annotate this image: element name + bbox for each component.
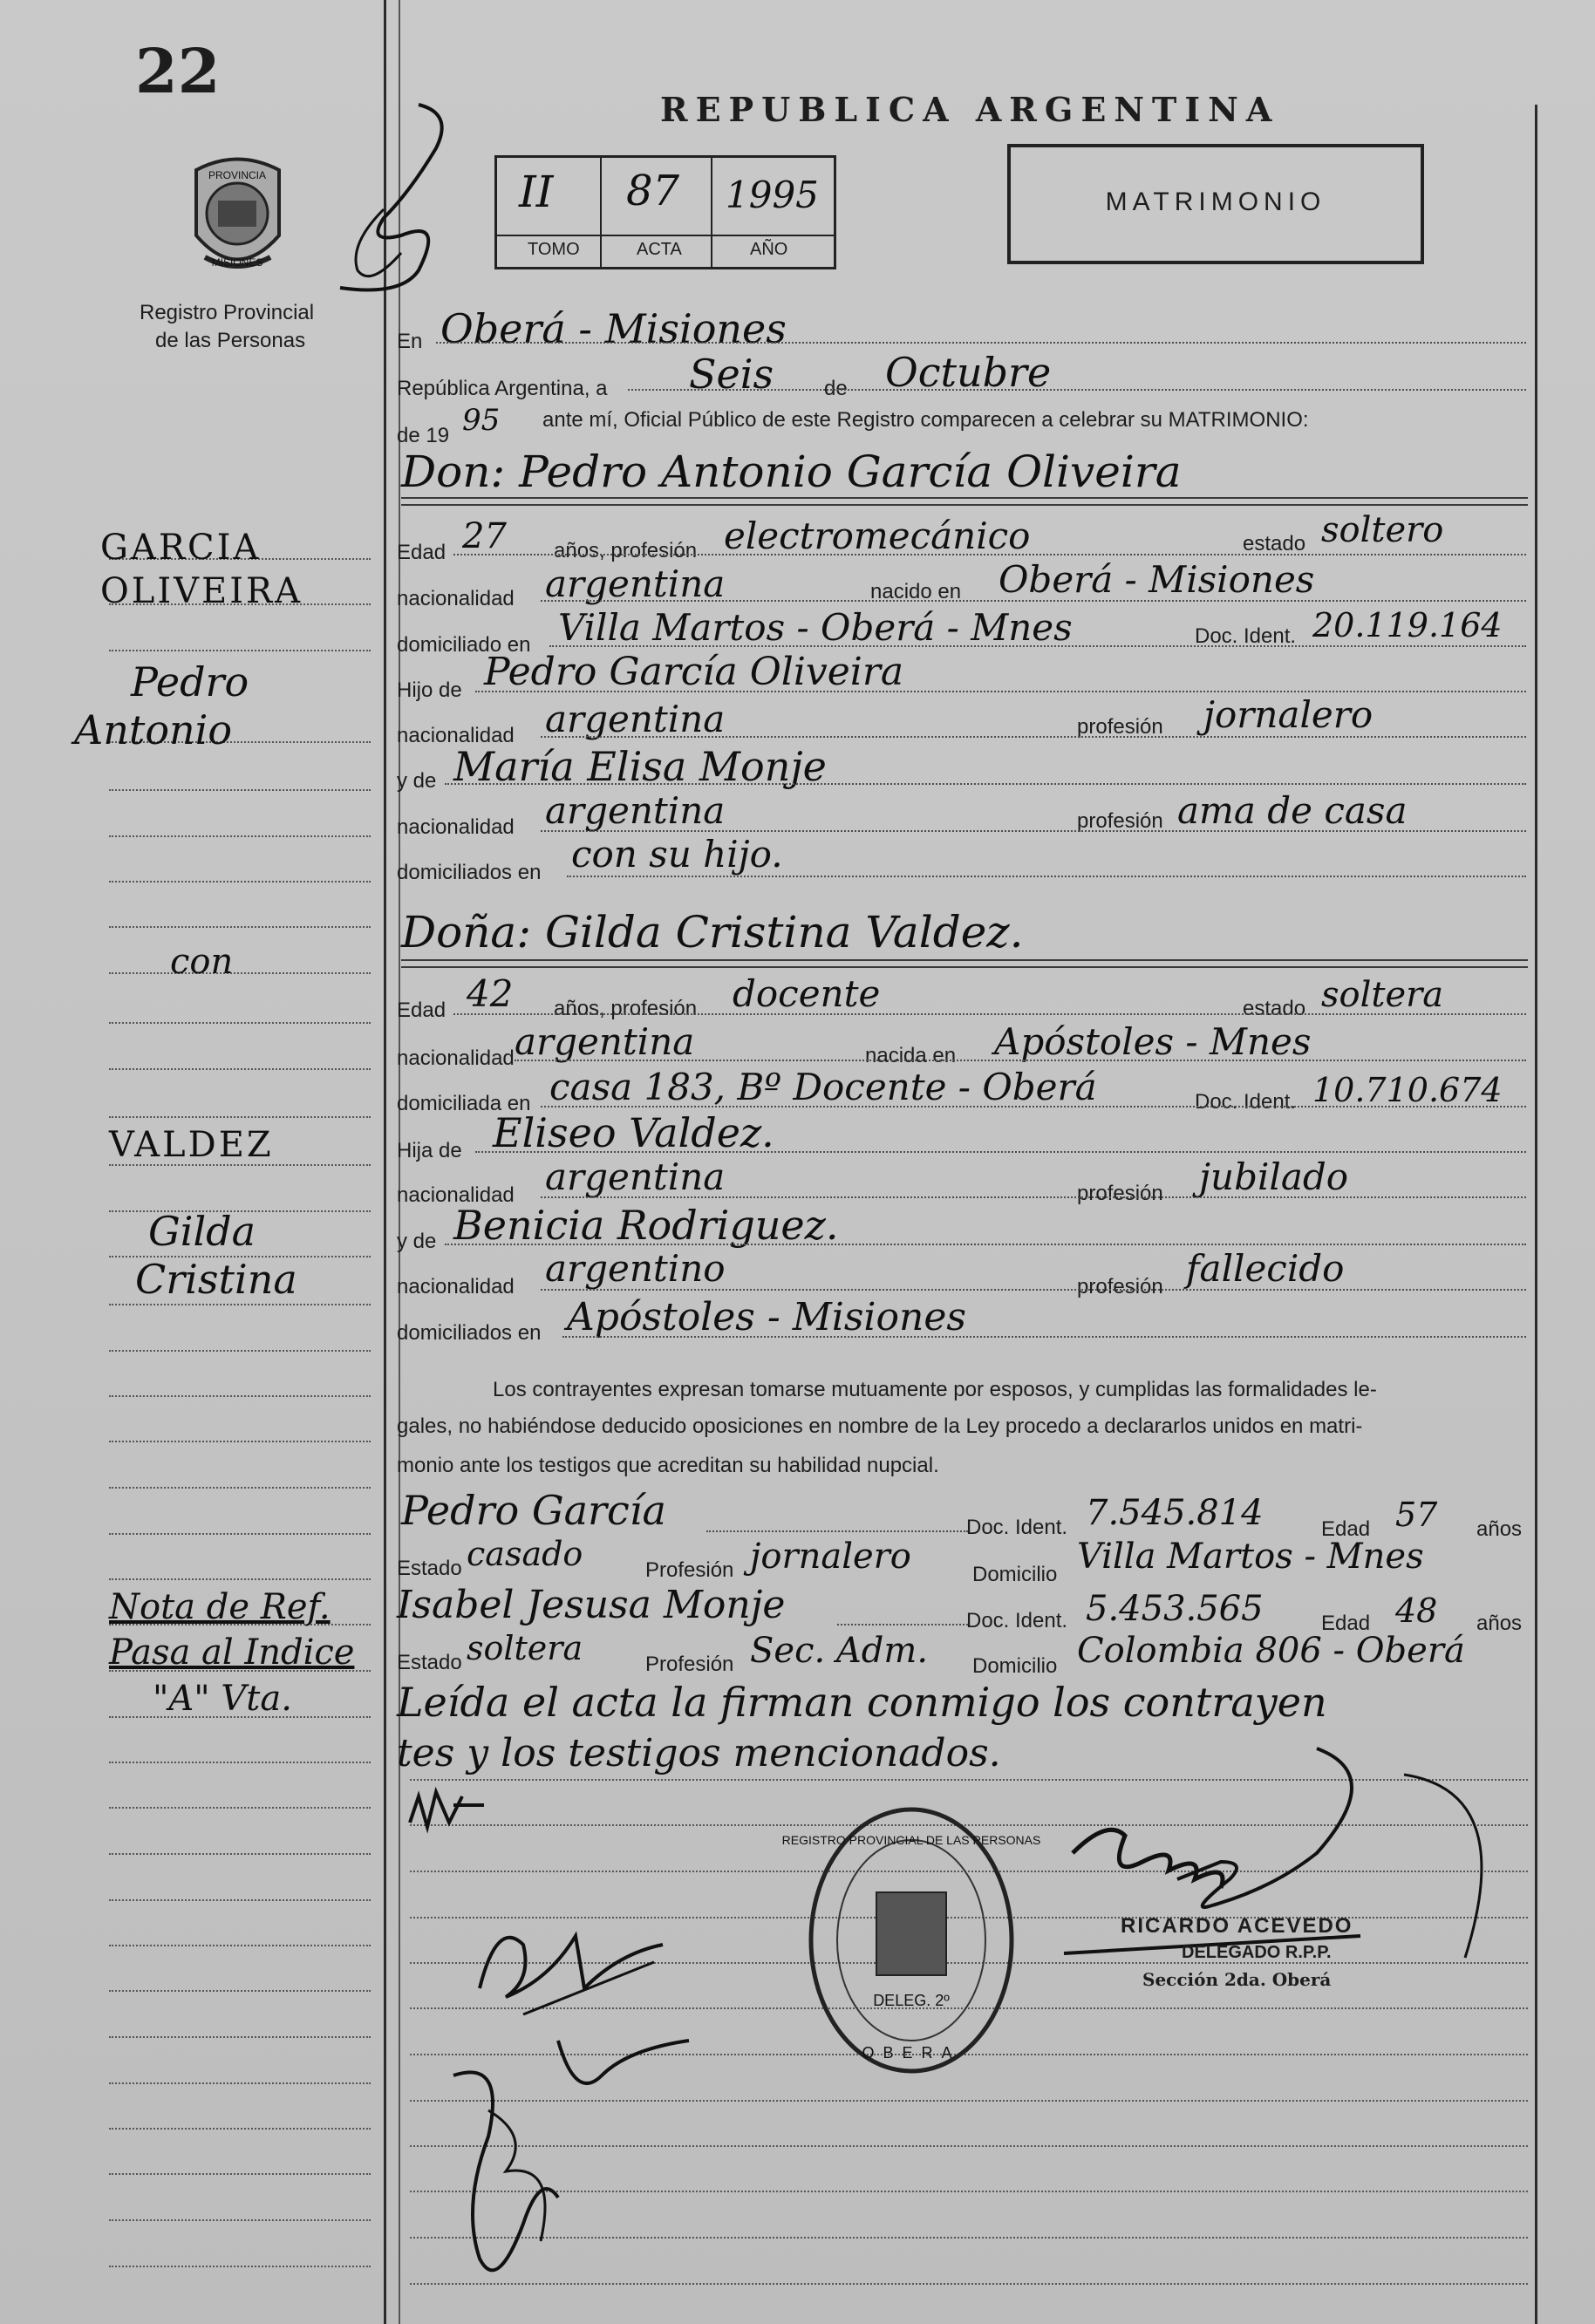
margin-groom-surname-2: OLIVEIRA <box>100 571 303 611</box>
witness2-doc: 5.453.565 <box>1086 1589 1264 1629</box>
groom-full-name: Don: Pedro Antonio García Oliveira <box>401 446 1182 497</box>
intro-text: ante mí, Oficial Público de este Registro comparecen a celebrar su MATRIMONIO: <box>542 408 1309 432</box>
provincial-seal-icon <box>179 153 297 283</box>
bride-mother-profession: fallecido <box>1186 1247 1345 1290</box>
tomo-label: TOMO <box>528 240 580 259</box>
groom-mother-nationality: argentina <box>545 789 726 832</box>
bride-mother-name: Benicia Rodriguez. <box>453 1202 839 1249</box>
label-de: de <box>824 377 848 400</box>
label-groom-father-prof: profesión <box>1077 715 1163 739</box>
place-month: Octubre <box>885 349 1052 396</box>
bride-father-name: Eliseo Valdez. <box>493 1109 774 1156</box>
witness1-doc: 7.545.814 <box>1086 1493 1264 1533</box>
label-bride-profesion: años, profesión <box>554 997 698 1020</box>
ano-label: AÑO <box>750 240 788 259</box>
registry-name-line2: de las Personas <box>155 329 306 352</box>
place-city: Oberá - Misiones <box>440 305 787 352</box>
stamp-ring-text: REGISTRO PROVINCIAL DE LAS PERSONAS <box>781 1833 1041 1847</box>
label-groom-doc: Doc. Ident. <box>1195 624 1297 648</box>
margin-bride-given-2: Cristina <box>135 1256 297 1303</box>
witness2-age: 48 <box>1395 1591 1438 1630</box>
label-bride-mother-nac: nacionalidad <box>397 1275 515 1298</box>
label-en: En <box>397 330 423 353</box>
label-groom-mother-prof: profesión <box>1077 809 1163 833</box>
groom-parents-address: con su hijo. <box>571 833 783 876</box>
label-groom-profesion: años, profesión <box>554 539 698 562</box>
witness1-name: Pedro García <box>401 1487 666 1534</box>
place-day: Seis <box>689 351 774 398</box>
label-bride-doc: Doc. Ident. <box>1195 1090 1297 1114</box>
seal-bottom-text: MISIONES <box>211 256 263 269</box>
label-bride-mother-prof: profesión <box>1077 1275 1163 1298</box>
label-groom-y-de: y de <box>397 769 437 793</box>
official-name: RICARDO ACEVEDO <box>1121 1914 1353 1938</box>
label-groom-nacionalidad: nacionalidad <box>397 587 515 610</box>
official-title: DELEGADO R.P.P. <box>1182 1943 1332 1962</box>
witness1-doc-label: Doc. Ident. <box>966 1516 1068 1539</box>
seal-top-text: PROVINCIA <box>208 169 267 181</box>
witness2-anos-label: años <box>1476 1612 1523 1635</box>
groom-doc-number: 20.119.164 <box>1312 606 1503 644</box>
registry-round-stamp <box>781 1805 1041 2075</box>
bride-age: 42 <box>467 972 514 1015</box>
groom-mother-name: María Elisa Monje <box>453 743 827 790</box>
bride-father-profession: jubilado <box>1199 1155 1349 1198</box>
margin-note-2: Pasa al Indice <box>109 1632 355 1673</box>
place-year: 95 <box>462 403 501 438</box>
document-type-box <box>1007 144 1424 264</box>
closing-line2: tes y los testigos mencionados. <box>397 1731 1001 1775</box>
acta-value: 87 <box>626 167 680 215</box>
bride-marital-status: soltera <box>1321 975 1444 1015</box>
label-bride-father-nac: nacionalidad <box>397 1183 515 1207</box>
label-groom-estado: estado <box>1243 532 1306 555</box>
margin-note-3: "A" Vta. <box>153 1679 292 1719</box>
stamp-bottom-text: OBERA <box>862 2044 961 2062</box>
witness1-marital-status: casado <box>467 1535 583 1573</box>
groom-father-name: Pedro García Oliveira <box>484 650 904 694</box>
groom-profession: electromecánico <box>724 515 1031 557</box>
witness2-edad-label: Edad <box>1321 1612 1371 1635</box>
witness1-estado-label: Estado <box>397 1557 462 1580</box>
groom-age: 27 <box>462 516 507 556</box>
bride-father-nationality: argentina <box>545 1155 726 1198</box>
witness2-name: Isabel Jesusa Monje <box>397 1583 786 1627</box>
witness1-age: 57 <box>1395 1496 1438 1534</box>
label-year-prefix: de 19 <box>397 424 450 447</box>
acta-label: ACTA <box>637 240 682 259</box>
page-number: 22 <box>135 35 221 107</box>
groom-mother-profession: ama de casa <box>1177 789 1408 832</box>
label-bride-domiciliados: domiciliados en <box>397 1321 542 1345</box>
bride-full-name: Doña: Gilda Cristina Valdez. <box>401 907 1024 958</box>
document-type: MATRIMONIO <box>1105 187 1326 216</box>
witness2-domicilio-label: Domicilio <box>972 1654 1058 1678</box>
witness2-estado-label: Estado <box>397 1651 462 1674</box>
label-groom-hijo: Hijo de <box>397 678 462 702</box>
label-groom-nacido: nacido en <box>870 580 962 603</box>
declaration-line2: gales, no habiéndose deducido oposiciones en nombre de la Ley procedo a declararlos unidos en matri- <box>397 1414 1363 1438</box>
bride-nationality: argentina <box>515 1020 695 1063</box>
label-groom-edad: Edad <box>397 541 446 564</box>
margin-groom-surname-1: GARCIA <box>100 528 262 568</box>
label-bride-father-prof: profesión <box>1077 1182 1163 1205</box>
label-groom-father-nac: nacionalidad <box>397 724 515 747</box>
official-section: Sección 2da. Oberá <box>1142 1969 1332 1990</box>
groom-nationality: argentina <box>545 562 726 605</box>
label-bride-domiciliada: domiciliada en <box>397 1092 531 1115</box>
label-republica: República Argentina, a <box>397 377 608 400</box>
groom-marital-status: soltero <box>1321 510 1444 550</box>
header-signature <box>331 96 488 305</box>
contrayentes-signatures <box>401 1788 733 2311</box>
label-bride-estado: estado <box>1243 997 1306 1020</box>
margin-groom-given-1: Pedro <box>131 658 249 705</box>
groom-birthplace: Oberá - Misiones <box>999 558 1315 601</box>
margin-bride-given-1: Gilda <box>148 1208 256 1255</box>
label-groom-mother-nac: nacionalidad <box>397 815 515 839</box>
margin-bride-surname: VALDEZ <box>109 1125 274 1165</box>
registry-name-line1: Registro Provincial <box>140 301 315 324</box>
label-bride-nacida: nacida en <box>865 1044 957 1067</box>
label-groom-domiciliados: domiciliados en <box>397 861 542 884</box>
witness2-profesion-label: Profesión <box>645 1653 734 1676</box>
label-bride-y-de: y de <box>397 1230 437 1253</box>
groom-father-profession: jornalero <box>1203 693 1373 736</box>
witness1-edad-label: Edad <box>1321 1517 1371 1541</box>
witness2-address: Colombia 806 - Oberá <box>1077 1631 1465 1671</box>
margin-connector: con <box>170 942 234 982</box>
label-bride-hija: Hija de <box>397 1139 462 1162</box>
witness1-anos-label: años <box>1476 1517 1523 1541</box>
declaration-line1: Los contrayentes expresan tomarse mutuamente por esposos, y cumplidas las formalidades le- <box>493 1378 1377 1401</box>
tomo-acta-ano-box <box>494 155 836 269</box>
witness2-profession: Sec. Adm. <box>750 1631 929 1671</box>
witness1-domicilio-label: Domicilio <box>972 1563 1058 1586</box>
country-title: REPUBLICA ARGENTINA <box>660 90 1280 129</box>
label-bride-edad: Edad <box>397 998 446 1022</box>
witness2-doc-label: Doc. Ident. <box>966 1609 1068 1632</box>
closing-line1: Leída el acta la firman conmigo los contrayen <box>397 1679 1327 1726</box>
bride-address: casa 183, Bº Docente - Oberá <box>549 1066 1097 1108</box>
ano-value: 1995 <box>726 174 819 216</box>
margin-divider <box>384 0 386 2324</box>
bride-profession: docente <box>733 972 881 1015</box>
declaration-line3: monio ante los testigos que acreditan su habilidad nupcial. <box>397 1454 939 1477</box>
label-bride-nacionalidad: nacionalidad <box>397 1046 515 1070</box>
groom-address: Villa Martos - Oberá - Mnes <box>558 606 1073 649</box>
stamp-inner-text: DELEG. 2º <box>873 1992 950 2009</box>
bride-doc-number: 10.710.674 <box>1312 1071 1503 1109</box>
margin-note-1: Nota de Ref. <box>109 1587 331 1627</box>
groom-father-nationality: argentina <box>545 698 726 740</box>
witness1-profesion-label: Profesión <box>645 1558 734 1582</box>
witness2-marital-status: soltera <box>467 1629 583 1667</box>
tomo-value: II <box>519 167 554 217</box>
witness1-address: Villa Martos - Mnes <box>1077 1537 1424 1577</box>
bride-parents-address: Apóstoles - Misiones <box>567 1295 966 1339</box>
label-groom-domiciliado: domiciliado en <box>397 633 531 657</box>
witness1-profession: jornalero <box>750 1537 911 1577</box>
bride-mother-nationality: argentino <box>545 1247 726 1290</box>
margin-groom-given-2: Antonio <box>74 706 233 753</box>
bride-birthplace: Apóstoles - Mnes <box>994 1020 1312 1063</box>
